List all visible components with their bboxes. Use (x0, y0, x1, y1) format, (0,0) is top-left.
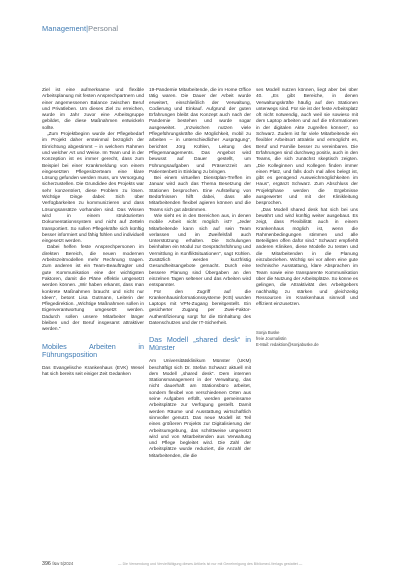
column-left (42, 88, 144, 378)
paragraph: ses Modell nutzen können, liegt aber bei über 40. „Es gibt Bereiche, in denen Verwaltungskräfte häufig auf den Stationen unterwegs sind. Für sie ist der feste Arbeitsplatz oft nicht notwendig, auch weil sie sowieso mit dem Laptop arbeiten und auf die Informationen in der digitalen Akte zugreifen können“, so Schwarz. Zudem ist für viele Mitarbeitende ein flexibler Arbeitsort attraktiv und ermöglicht es, Beruf und Familie besser zu vereinbaren. Die Erfahrungen sind durchweg positiv, auch in den Teams, die sich zunächst skeptisch zeigten. „Die Kolleginnen und Kollegen finden immer einen Platz, und falls doch mal alles belegt ist, gibt es genügend Ausweichmöglichkeiten im Haus“, ergänzt Schwarz. Zum Abschluss der Projektphase werden die Ergebnisse ausgewertet und mit der Klinikleitung besprochen. (256, 88, 358, 207)
paragraph: Das Evangelische Krankenhaus (EVK) Wesel hat sich bereits seit einiger Zeit Gedanken (42, 365, 144, 377)
paragraph: Am Universitätsklinikum Münster (UKM) beschäftigt sich Dr. Stefan Schwarz aktuell mit dem Modell „shared desk“. Dem internen Stationsmanagement in der Verwaltung, das nicht dauerhaft am Stationsbüro arbeitet, sondern flexibel von verschiedenen Orten aus seine Aufgaben erfüllt, werden gemeinsame Arbeitsplätze zur Verfügung gestellt. Damit werden Räume und Ausstattung wirtschaftlich sinnvoller genutzt. Das neue Modell ist Teil eines größeren Projekts zur Digitalisierung der Arbeitsumgebung, das schrittweise umgesetzt wird und von Mitarbeitenden aus Verwaltung und Pflege begleitet wird. Die Zahl der Arbeitsplätze wurde reduziert, die Anzahl der Mitarbeitenden, die die (149, 359, 251, 459)
paragraph: „Zum Projektbeginn wurde der Pflegebedarf im Projekt daher ersteinmal bezüglich der Einrichtung abgestimmt – in welchem Rahmen und welcher Art und Weise. Im Team und in der Konzeption ist es immer gerecht, dass zum Beispiel bei einer Krankmeldung von einem eingesetzten Pflegesitzerteam eine klare Lösung gefunden werden muss, um Versorgung sicherzustellen. Die Grundidee des Projekts war sehr konzentriert, diese Problem zu lösen. Wichtige Dinge dabei: Sich über Verfügbarkeiten zu kommunizieren und dass Lösungsansätze vorhanden sind. Das Wissen wird in einem strukturierten Dokumentationssystem und nicht auf Zetteln transportiert. So sollen Pflegekräfte sich künftig besser informiert und fähig fühlen und individuell eingesetzt werden. (42, 132, 144, 245)
header-separator: | (86, 24, 89, 33)
author-email[interactable]: E-Mail: redaktion@sonjabuske.de (256, 341, 319, 347)
section-heading: Mobiles Arbeiten in Führungsposition (42, 341, 144, 359)
page-header (42, 24, 118, 33)
journal-issue: f&w 5|2024 (52, 561, 74, 566)
paragraph: Bei einem virtuellen Dienstplan-Treffen im Januar wird auch das Thema Besetzung der Stationen besprochen. Eine Aufstellung von Bedürfnissen hilft dabei, dass alle Mitarbeitenden flexibel agieren können und die Teams sich gut abstimmen. (149, 176, 251, 213)
header-section: Management (42, 24, 87, 33)
header-subsection: Personal (88, 24, 119, 33)
section-heading: Das Modell „shared desk“ in Münster (149, 335, 251, 353)
paragraph: 19-Pandemie Mitarbeitende, die im Home Office tätig waren. Die Dauer der Arbeit wurde erweitert, einschließlich der Verwaltung, Codierung und Einkauf. Aufgrund der guten Erfahrungen bleibt das Konzept auch nach der Pandemie bestehen und wurde sogar ausgeweitet. „Inzwischen nutzen viele Pflegeführungskräfte die Möglichkeit, mobil zu arbeiten – in unterschiedlicher Ausprägung“, berichtet Jörg Kühlen, Leitung des Pflegemanagements. Das Angebot wird bewusst auf Dauer gestellt, um Führungsaufgaben und Präsenzzeit am Patientenbett in Einklang zu bringen. (149, 88, 251, 175)
copyright-notice: — Die Verwendung und Vervielfältigung dieses Artikels ist nur mit Genehmigung des Bibliomed-Verlags gestattet — (118, 562, 303, 566)
column-middle (149, 88, 251, 460)
paragraph: Für den Zugriff auf die Krankenhausinformationssysteme (KIS) wurden Laptops mit VPN-Zugang bereitgestellt. Ein gesicherter Zugang per Zwei-Faktor-Authentifizierung sorgt für die Einhaltung des Datenschutzes und der IT-Sicherheit. (149, 289, 251, 326)
paragraph: Wie sieht es in den Bereichen aus, in denen mobile Arbeit nicht möglich ist? „Jeder Mitarbeitende kann sich auf sein Team verlassen und im Zweifelsfall auch Unterstützung erhalten. Die Schulungen beinhalten ein Modul zur Gesprächsführung und Vermittlung in Konfliktsituationen“, sagt Kühlen. Zusätzlich werden kurzfristig Gesundheitsangebote gemacht. Durch eine bessere Planung sind Übergaben an den einzelnen Tagen seltener und das Arbeiten wird entspannter. (149, 213, 251, 289)
paragraph: Dabei helfen feste Ansprechpersonen im direkten Bereich, die neuen modernen Arbeitszeitmodellen mehr Rechnung tragen. Zum anderen ist ein Team-Beauftragter und gute Kommunikation eine der wichtigsten Faktoren, damit die Pläne effektiv umgesetzt werden können. „Wir haben erkannt, dass man konkrete Maßnahmen braucht und nicht nur Ideen“, betont Lisa Gutmann, Leiterin der Pflegedirektion. „Wichtige Maßnahmen sollen in Eigenverantwortung umgesetzt werden. Dadurch sollen unsere Mitarbeiter länger bleiben und der Beruf insgesamt attraktiver werden.“ (42, 245, 144, 333)
page-number: 396 (42, 561, 51, 567)
page-footer (42, 561, 73, 567)
author-name: Sonja Buske (256, 330, 280, 336)
column-right (256, 88, 358, 348)
paragraph: Ziel ist eine aufmerksame und flexible Arbeitsplanung mit festen Ansprechpartnern und einer angemessenen Balance zwischen Beruf und Privatleben. Um dieses Ziel zu erreichen, wurde im Jahr zuvor eine Arbeitsgruppe gebildet, die diese Maßnahmen entwickeln sollte. (42, 88, 144, 131)
author-signature (256, 330, 358, 347)
paragraph: „Das Modell shared desk hat sich bei uns bewährt und wird künftig weiter ausgebaut. Es zeigt, dass Flexibilität auch in einem Krankenhaus möglich ist, wenn die Rahmenbedingungen stimmen und alle Beteiligten offen dafür sind.“ Schwarz empfiehlt anderen Kliniken, diese Modelle zu testen und die Mitarbeitenden in die Planung einzubeziehen. Wichtig sei vor allem eine gute technische Ausstattung, klare Absprachen im Team sowie eine transparente Kommunikation über die Nutzung der Arbeitsplätze. So könne es gelingen, die Attraktivität des Arbeitgebers nachhaltig zu stärken und gleichzeitig Ressourcen im Krankenhaus sinnvoll und effizient einzusetzen. (256, 207, 358, 308)
author-role: freie Journalistin (256, 336, 287, 342)
